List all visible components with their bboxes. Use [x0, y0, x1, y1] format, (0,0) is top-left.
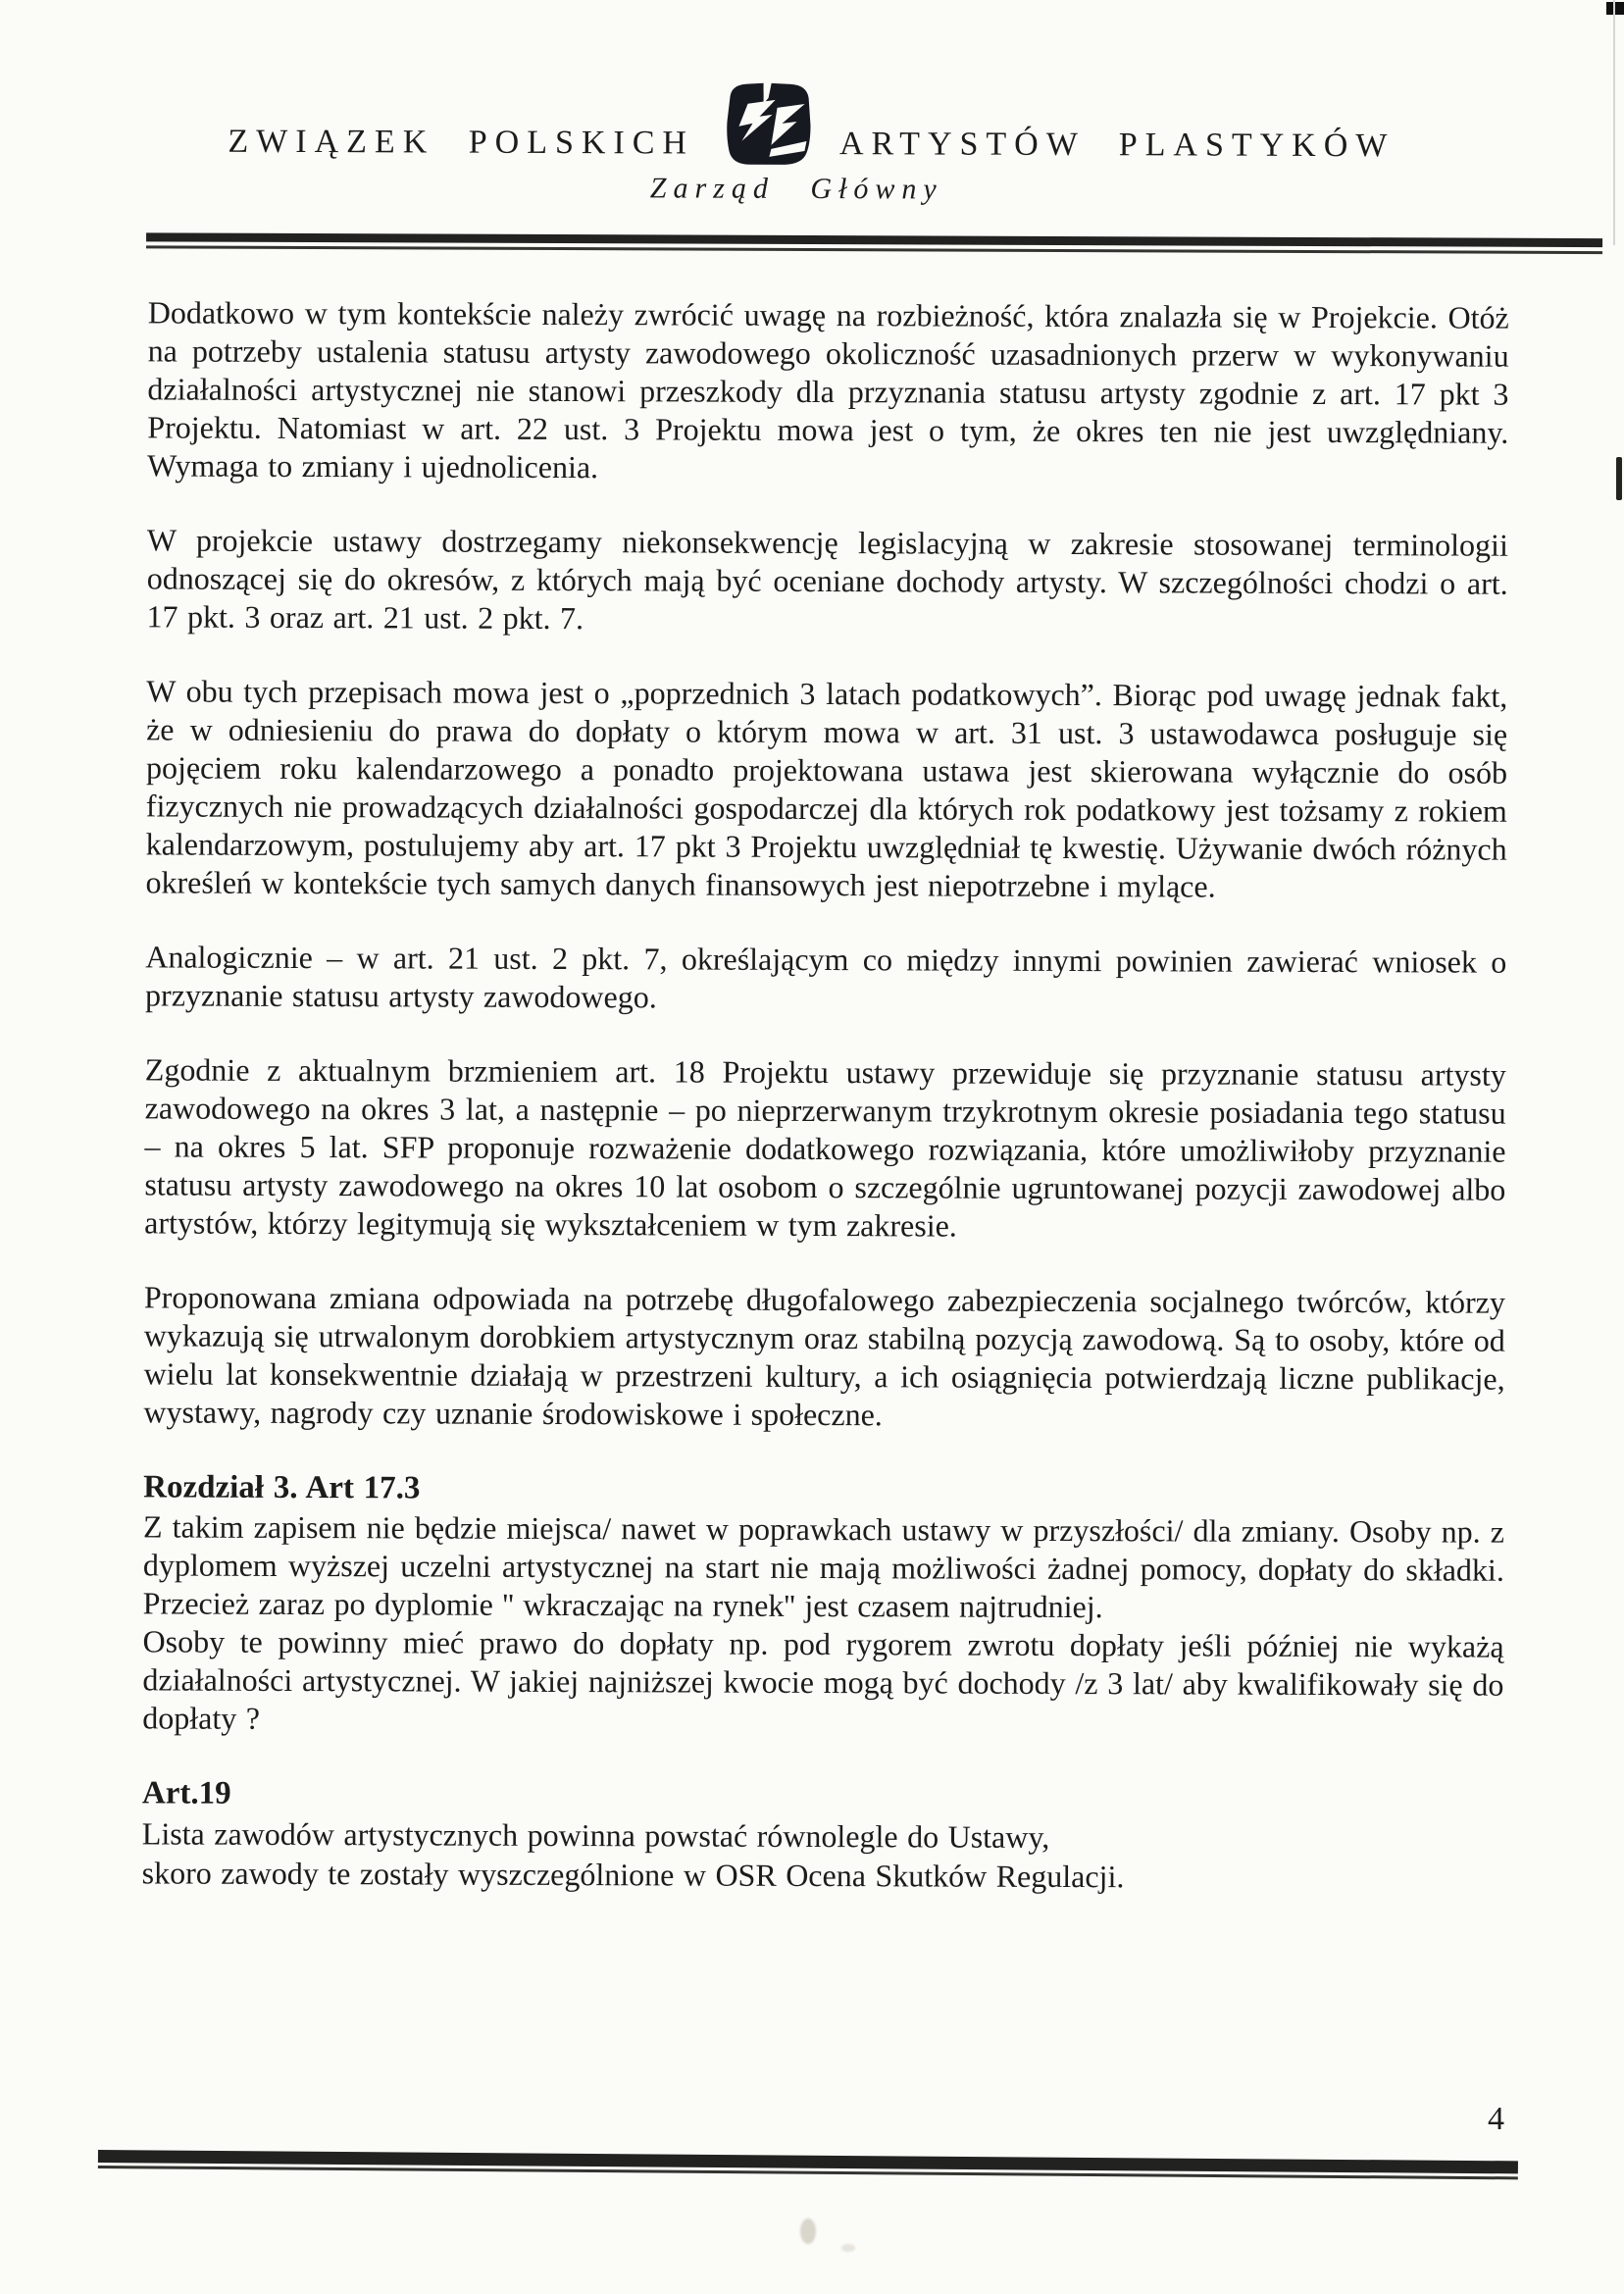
document-body	[142, 293, 1509, 1897]
paragraph-5: Zgodnie z aktualnym brzmieniem art. 18 Projektu ustawy przewiduje się przyznanie statusu artysty zawodowego na okres 3 lat, a następnie – po nieprzerwanym trzykrotnym okresie posiadania tego statusu – na okres 5 lat. SFP proponuje rozważenie dodatkowego rozwiązania, które umożliwiłoby przyznanie statusu artysty zawodowego na okres 10 lat osobom o szczególnie ugruntowanej pozycji zawodowej albo artystów, którzy legitymują się wykształceniem w tym zakresie.	[144, 1051, 1506, 1244]
section-heading-art19: Art.19	[141, 1775, 231, 1811]
rozdzial3-paragraph-2: Osoby te powinny mieć prawo do dopłaty np. pod rygorem zwrotu dopłaty jeśli później nie wykażą działalności artystycznej. W jakiej najniższej kwocie mogą być dochody /z 3 lat/ aby kwalifikowały się do dopłaty ?	[142, 1623, 1504, 1736]
header-rule-thick	[146, 232, 1602, 247]
page-number: 4	[1488, 2101, 1504, 2137]
rozdzial3-paragraph-1: Z takim zapisem nie będzie miejsca/ nawet w poprawkach ustawy w przyszłości/ dla zmiany. Osoby np. z dyplomem wyższej uczelni artystycznej na start nie mają możliwości żadnej pomocy, dopłaty do składki. Przecież zaraz po dyplomie '' wkraczając na rynek'' jest czasem najtrudniej.	[142, 1508, 1505, 1625]
scan-artifact-smudge	[800, 2218, 816, 2244]
zpap-logo-icon	[720, 82, 814, 167]
letterhead-subtitle: Zarząd Główny	[649, 172, 943, 206]
paragraph-1: Dodatkowo w tym kontekście należy zwrócić uwagę na rozbieżność, która znalazła się w Projekcie. Otóż na potrzeby ustalenia statusu artysty zawodowego okoliczność uzasadnionych przerw w wykonywaniu działalności artystycznej nie stanowi przeszkody dla przyznania statusu artysty zgodnie z art. 17 pkt 3 Projektu. Natomiast w art. 22 ust. 3 Projektu mowa jest o tym, że okres ten nie jest uwzględniany. Wymaga to zmiany i ujednolicenia.	[147, 294, 1509, 485]
paragraph-3: W obu tych przepisach mowa jest o „poprzednich 3 latach podatkowych”. Biorąc pod uwagę jednak fakt, że w odniesieniu do prawa do dopłaty o którym mowa w art. 31 ust. 3 ustawodawca posługuje się pojęciem roku kalendarzowego a ponadto projektowana ustawa jest skierowana wyłącznie do osób fizycznych nie prowadzących działalności gospodarczej dla których rok podatkowy jest tożsamy z rokiem kalendarzowym, postulujemy aby art. 17 pkt 3 Projektu uwzględniał tę kwestię. Używanie dwóch różnych określeń w kontekście tych samych danych finansowych jest niepotrzebne i mylące.	[145, 673, 1508, 904]
footer-rule	[98, 2150, 1518, 2179]
paragraph-2: W projekcie ustawy dostrzegamy niekonsekwencję legislacyjną w zakresie stosowanej terminologii odnoszącej się do okresów, z których mają być oceniane dochody artysty. W szczególności chodzi o art. 17 pkt. 3 oraz art. 21 ust. 2 pkt. 7.	[146, 522, 1508, 637]
org-name-right: ARTYSTÓW PLASTYKÓW	[838, 126, 1396, 165]
scan-artifact-edge-dash	[1616, 457, 1622, 500]
paragraph-4: Analogicznie – w art. 21 ust. 2 pkt. 7, określającym co między innymi powinien zawierać wniosek o przyznanie statusu artysty zawodowego.	[145, 939, 1507, 1015]
header-rule-thin	[146, 245, 1602, 254]
org-name-left: ZWIĄZEK POLSKICH	[228, 123, 695, 162]
art19-line-1: Lista zawodów artystycznych powinna powstać równolegle do Ustawy,	[141, 1815, 1050, 1855]
scan-artifact-corner-mark	[1606, 2, 1624, 15]
paragraph-6: Proponowana zmiana odpowiada na potrzebę długofalowego zabezpieczenia socjalnego twórców, którzy wykazują się utrwalonym dorobkiem artystycznym oraz stabilną pozycją zawodową. Są to osoby, które od wielu lat konsekwentnie działają w przestrzeni kultury, a ich osiągnięcia potwierdzają liczne publikacje, wystawy, nagrody czy uznanie środowiskowe i społeczne.	[143, 1279, 1505, 1433]
letterhead	[0, 79, 1624, 254]
org-title-row	[0, 79, 1624, 166]
scan-artifact-edge-line	[1613, 0, 1615, 245]
header-rule	[146, 232, 1602, 254]
scan-artifact-smudge	[841, 2244, 855, 2252]
art19-line-2: skoro zawody te zostały wyszczególnione w OSR Ocena Skutków Regulacji.	[141, 1855, 1125, 1895]
section-heading-rozdzial3: Rozdział 3. Art 17.3	[143, 1469, 421, 1506]
